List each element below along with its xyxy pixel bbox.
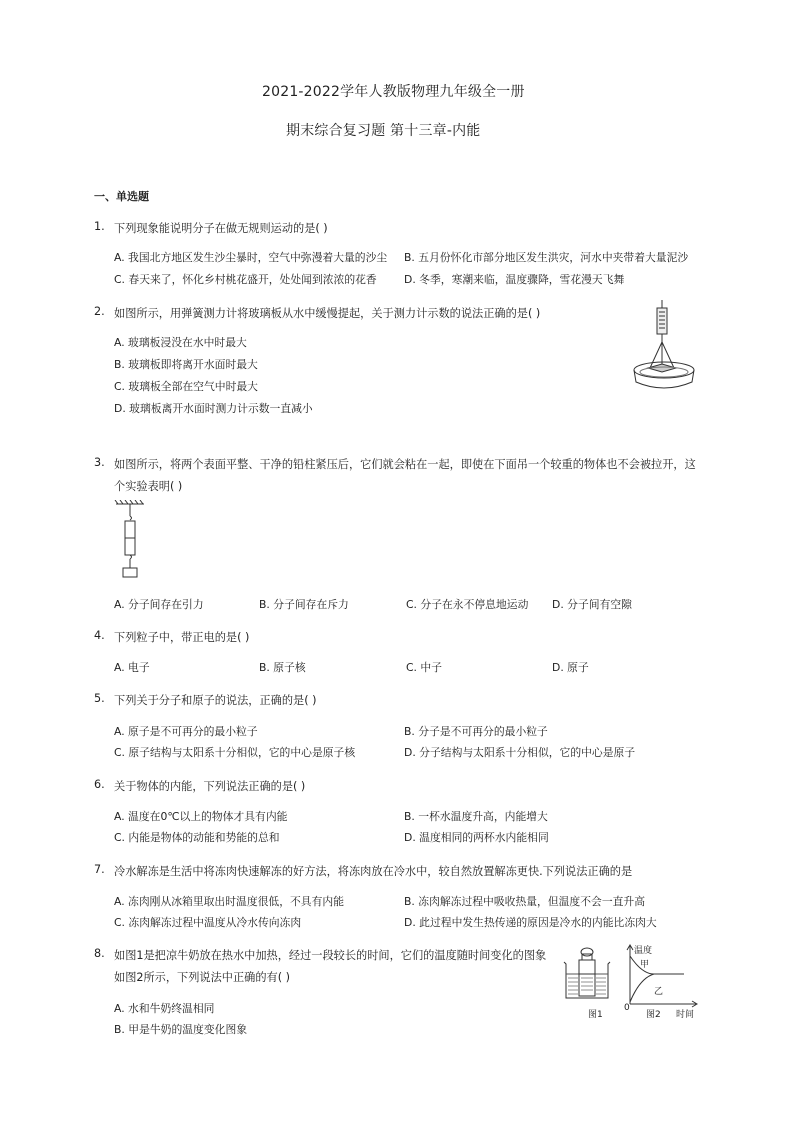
q2-option-b: B. 玻璃板即将离开水面时最大 xyxy=(114,358,258,371)
q7-option-d: D. 此过程中发生热传递的原因是冷水的内能比冻肉大 xyxy=(404,916,657,929)
q7-option-b: B. 冻肉解冻过程中吸收热量，但温度不会一直升高 xyxy=(404,895,646,908)
q6-option-c: C. 内能是物体的动能和势能的总和 xyxy=(114,831,280,844)
question-2-stem: 如图所示，用弹簧测力计将玻璃板从水中缓慢提起，关于测力计示数的说法正确的是( ) xyxy=(114,307,541,320)
q3-option-c: C. 分子在永不停息地运动 xyxy=(406,598,529,611)
q3-option-d: D. 分子间有空隙 xyxy=(552,598,632,611)
fig2-curve-jia-label: 甲 xyxy=(640,960,650,970)
q4-option-b: B. 原子核 xyxy=(259,661,306,674)
question-6-number: 6. xyxy=(94,778,105,791)
spring-scale-figure xyxy=(628,298,700,394)
fig2-x-axis-label: 时间 xyxy=(676,1010,695,1020)
q5-option-c: C. 原子结构与太阳系十分相似，它的中心是原子核 xyxy=(114,746,356,759)
q6-option-d: D. 温度相同的两杯水内能相同 xyxy=(404,831,549,844)
q8-option-b: B. 甲是牛奶的温度变化图象 xyxy=(114,1023,248,1036)
q6-option-a: A. 温度在0℃以上的物体才具有内能 xyxy=(114,810,288,823)
question-3-stem-continued: 个实验表明( ) xyxy=(114,480,183,493)
question-7-stem: 冷水解冻是生活中将冻肉快速解冻的好方法，将冻肉放在冷水中，较自然放置解冻更快.下列说法正确的是 xyxy=(114,865,633,878)
section-heading: 一、单选题 xyxy=(94,190,149,203)
fig2-curve-yi-label: 乙 xyxy=(654,987,664,997)
q7-option-c: C. 冻肉解冻过程中温度从冷水传向冻肉 xyxy=(114,916,302,929)
q1-option-b: B. 五月份怀化市部分地区发生洪灾，河水中夹带着大量泥沙 xyxy=(404,251,689,264)
q4-option-a: A. 电子 xyxy=(114,661,150,674)
q7-option-a: A. 冻肉刚从冰箱里取出时温度很低，不具有内能 xyxy=(114,895,344,908)
fig2-y-axis-label: 温度 xyxy=(634,946,653,956)
q6-option-b: B. 一杯水温度升高，内能增大 xyxy=(404,810,548,823)
question-8-number: 8. xyxy=(94,947,105,960)
page-title: 2021-2022学年人教版物理九年级全一册 xyxy=(262,84,525,100)
lead-cylinder-figure xyxy=(114,500,146,580)
q2-option-d: D. 玻璃板离开水面时测力计示数一直减小 xyxy=(114,402,313,415)
question-1-stem: 下列现象能说明分子在做无规则运动的是( ) xyxy=(114,222,328,235)
q5-option-a: A. 原子是不可再分的最小粒子 xyxy=(114,725,258,738)
question-4-number: 4. xyxy=(94,629,105,642)
question-8-stem: 如图1是把凉牛奶放在热水中加热，经过一段较长的时间，它们的温度随时间变化的图象 xyxy=(114,949,547,962)
question-6-stem: 关于物体的内能，下列说法正确的是( ) xyxy=(114,780,306,793)
question-4-stem: 下列粒子中，带正电的是( ) xyxy=(114,631,250,644)
q8-option-a: A. 水和牛奶终温相同 xyxy=(114,1002,215,1015)
page-subtitle: 期末综合复习题 第十三章-内能 xyxy=(286,123,481,139)
question-5-number: 5. xyxy=(94,692,105,705)
fig2-origin-label: 0 xyxy=(624,1003,630,1013)
question-2-number: 2. xyxy=(94,305,105,318)
q1-option-d: D. 冬季，寒潮来临，温度骤降，雪花漫天飞舞 xyxy=(404,273,625,286)
question-3-number: 3. xyxy=(94,456,105,469)
question-3-stem: 如图所示，将两个表面平整、干净的铅柱紧压后，它们就会粘在一起，即使在下面吊一个较重的物体也不会被拉开，这 xyxy=(114,458,696,471)
q1-option-a: A. 我国北方地区发生沙尘暴时，空气中弥漫着大量的沙尘 xyxy=(114,251,388,264)
q4-option-d: D. 原子 xyxy=(552,661,589,674)
question-5-stem: 下列关于分子和原子的说法，正确的是( ) xyxy=(114,694,317,707)
q2-option-a: A. 玻璃板浸没在水中时最大 xyxy=(114,336,247,349)
question-7-number: 7. xyxy=(94,863,105,876)
q1-option-c: C. 春天来了，怀化乡村桃花盛开，处处闻到浓浓的花香 xyxy=(114,273,377,286)
q3-option-a: A. 分子间存在引力 xyxy=(114,598,204,611)
fig1-caption: 图1 xyxy=(588,1010,603,1020)
q5-option-b: B. 分子是不可再分的最小粒子 xyxy=(404,725,548,738)
question-1-number: 1. xyxy=(94,220,105,233)
fig2-caption: 图2 xyxy=(646,1010,661,1020)
q3-option-b: B. 分子间存在斥力 xyxy=(259,598,349,611)
question-8-stem-continued: 如图2所示，下列说法中正确的有( ) xyxy=(114,971,291,984)
q2-option-c: C. 玻璃板全部在空气中时最大 xyxy=(114,380,258,393)
q4-option-c: C. 中子 xyxy=(406,661,442,674)
q5-option-d: D. 分子结构与太阳系十分相似，它的中心是原子 xyxy=(404,746,636,759)
